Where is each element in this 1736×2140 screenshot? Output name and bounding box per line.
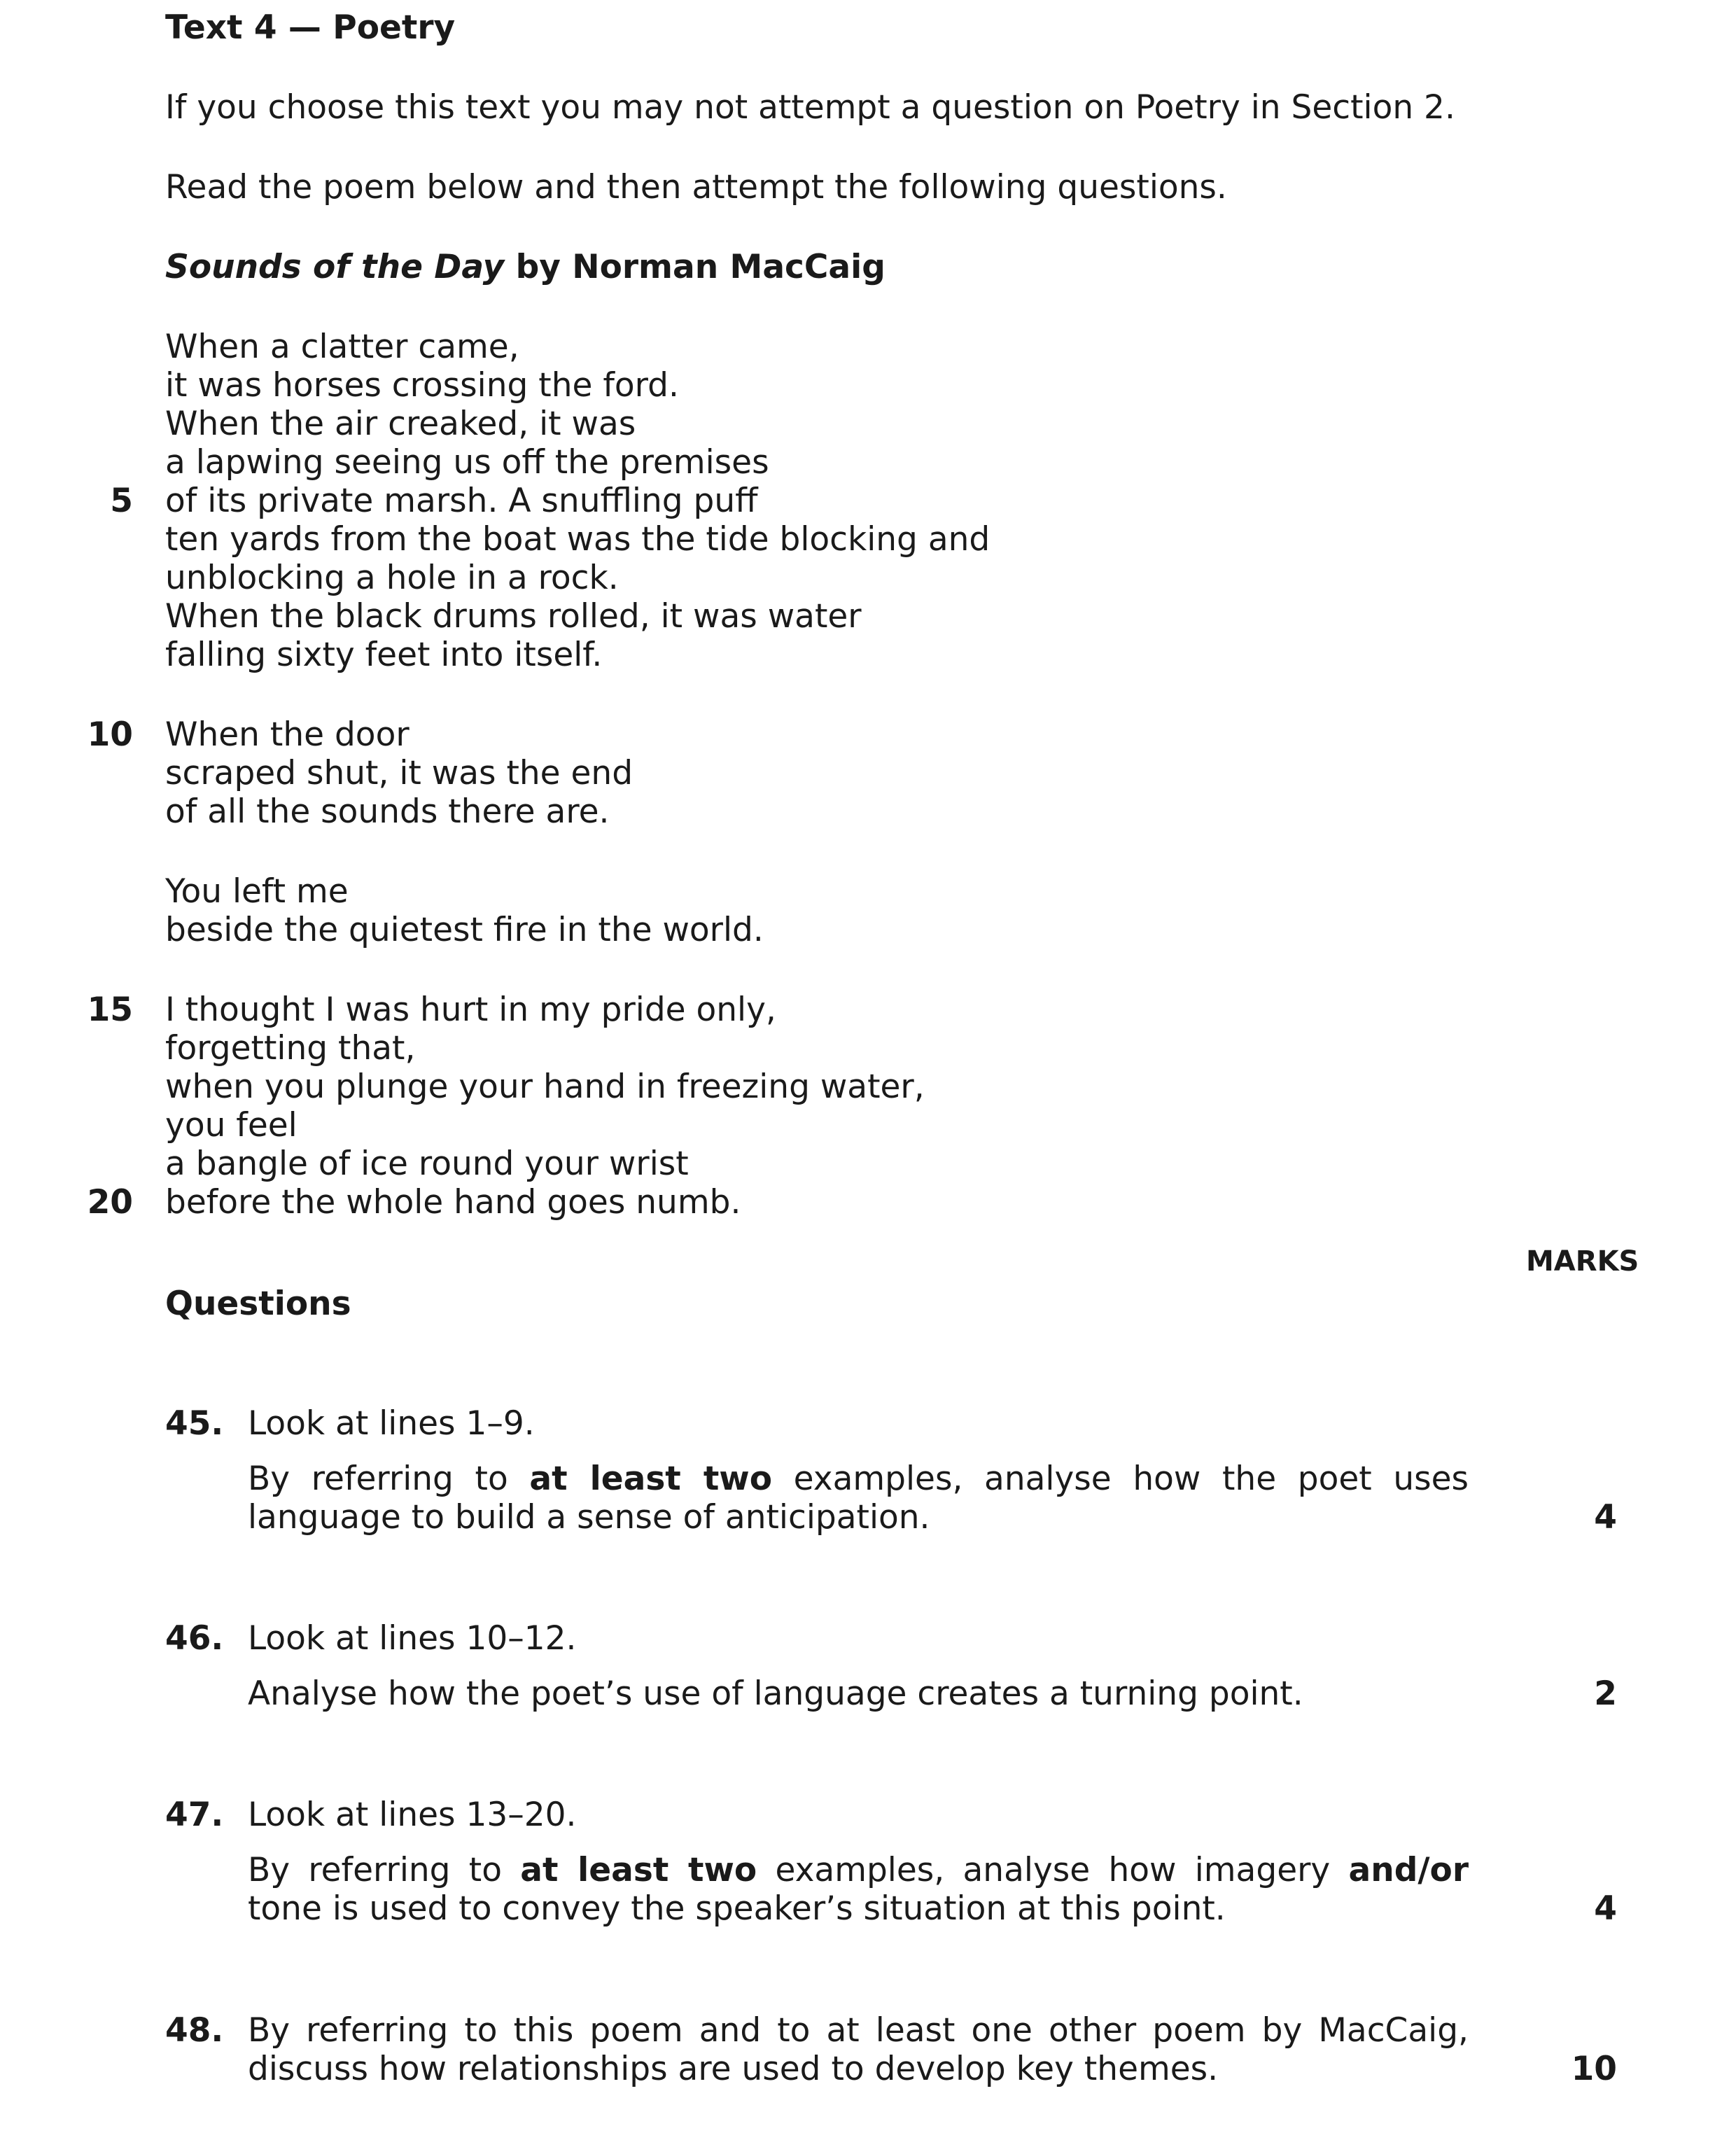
poem-line: You left me — [165, 872, 349, 911]
question-marks: 4 — [1594, 1889, 1617, 1928]
question-text-part: examples, analyse how imagery — [757, 1851, 1349, 1889]
question-text-part: By referring to — [248, 1851, 521, 1889]
poem-line: When the black drums rolled, it was water — [165, 597, 862, 636]
poem-line: when you plunge your hand in freezing water, — [165, 1068, 925, 1106]
question-text: Analyse how the poet’s use of language creates a turning point. — [248, 1674, 1303, 1713]
poem-line-number: 15 — [87, 991, 133, 1029]
poem-line: When the air creaked, it was — [165, 405, 636, 443]
poem-line-number: 5 — [110, 482, 133, 520]
marks-column-heading: MARKS — [1526, 1245, 1639, 1278]
poem-line: When a clatter came, — [165, 328, 519, 366]
question-marks: 10 — [1571, 2050, 1617, 2088]
poem-line: beside the quietest fire in the world. — [165, 911, 764, 949]
question-text-part: tone is used to convey the speaker’s situation at this point. — [248, 1889, 1226, 1928]
poem-line-number: 10 — [87, 715, 133, 754]
section-title: Text 4 — Poetry — [165, 8, 456, 47]
poem-line: I thought I was hurt in my pride only, — [165, 991, 776, 1029]
poem-line: of all the sounds there are. — [165, 792, 610, 831]
question-text — [248, 1851, 1469, 1928]
question-text: By referring to this poem and to at least one other poem by MacCaig, discuss how relationships are used to develop key themes. — [248, 2011, 1469, 2088]
question-text — [248, 1460, 1469, 1537]
question-emphasis: at least two — [520, 1851, 757, 1889]
question-lead: Look at lines 1–9. — [248, 1404, 535, 1443]
poem-line: When the door — [165, 715, 410, 754]
poem-author: by Norman MacCaig — [504, 248, 886, 286]
poem-line: falling sixty feet into itself. — [165, 636, 603, 674]
question-number: 46. — [165, 1619, 224, 1658]
poem-title: Sounds of the Day — [165, 248, 505, 286]
question-emphasis: at least two — [529, 1460, 773, 1498]
poem-line: you feel — [165, 1106, 298, 1145]
question-emphasis: and/or — [1348, 1851, 1469, 1889]
poem-line: a bangle of ice round your wrist — [165, 1145, 689, 1183]
question-lead: Look at lines 13–20. — [248, 1796, 577, 1834]
poem-line-number: 20 — [87, 1183, 133, 1222]
poem-line: scraped shut, it was the end — [165, 754, 634, 792]
poem-title-line — [165, 248, 886, 286]
question-marks: 2 — [1594, 1674, 1617, 1713]
poem-line: a lapwing seeing us off the premises — [165, 443, 769, 482]
poem-line: it was horses crossing the ford. — [165, 366, 679, 405]
poem-line: unblocking a hole in a rock. — [165, 559, 619, 597]
instruction-poetry-choice: If you choose this text you may not attempt a question on Poetry in Section 2. — [165, 88, 1455, 127]
poem-line: ten yards from the boat was the tide blocking and — [165, 520, 990, 559]
poem-line: of its private marsh. A snuffling puff — [165, 482, 758, 520]
instruction-read-poem: Read the poem below and then attempt the following questions. — [165, 168, 1227, 207]
question-text-part: examples, analyse how the poet uses language to build a sense of anticipation. — [248, 1460, 1469, 1537]
question-lead: Look at lines 10–12. — [248, 1619, 577, 1658]
question-number: 47. — [165, 1796, 224, 1834]
question-text-part: By referring to — [248, 1460, 530, 1498]
question-number: 48. — [165, 2011, 224, 2050]
poem-line: forgetting that, — [165, 1029, 416, 1068]
questions-heading: Questions — [165, 1285, 351, 1323]
poem-line: before the whole hand goes numb. — [165, 1183, 741, 1222]
question-number: 45. — [165, 1404, 224, 1443]
question-marks: 4 — [1594, 1498, 1617, 1537]
